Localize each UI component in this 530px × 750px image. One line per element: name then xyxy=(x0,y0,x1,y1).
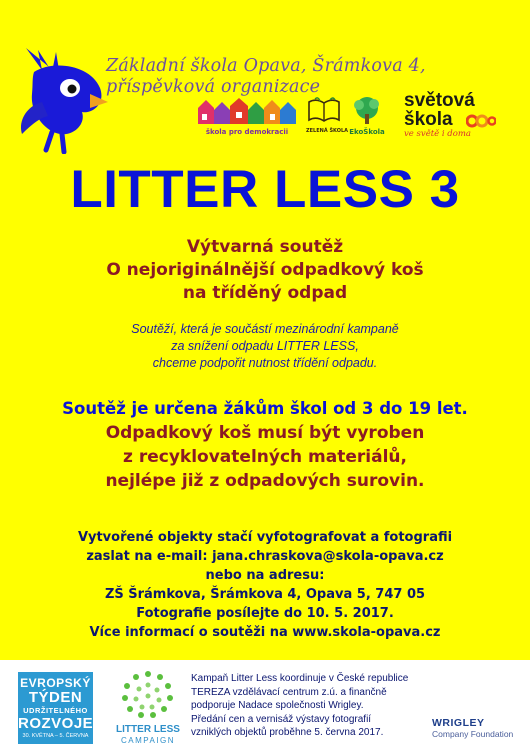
intro-line1: Soutěží, která je součástí mezinárodní kampaně xyxy=(131,322,399,336)
svetova-sub: ve světě i doma xyxy=(404,129,471,139)
footer-text xyxy=(191,672,431,740)
wrigley-name: WRIGLEY xyxy=(432,717,485,729)
school-name-line1: Základní škola Opava, Šrámkova 4, xyxy=(106,56,426,76)
bird-mascot-icon xyxy=(12,42,108,154)
logo-caption-zelena: ZELENÁ ŠKOLA xyxy=(306,128,348,134)
footer xyxy=(0,660,530,750)
footer-line4: Předání cen a vernisáž výstavy fotografií xyxy=(191,713,372,725)
competition-line3: na tříděný odpad xyxy=(182,283,348,303)
eu-line4: ROZVOJE xyxy=(18,715,94,732)
wrigley-logo xyxy=(432,717,528,739)
requirements-line1: Odpadkový koš musí být vyroben xyxy=(105,423,425,443)
intro-line3: chceme podpořit nutnost třídění odpadu. xyxy=(152,356,378,370)
footer-line3: podporuje Nadace společnosti Wrigley. xyxy=(191,700,364,711)
rings-icon xyxy=(466,112,496,130)
contact-info xyxy=(0,528,530,642)
competition-heading xyxy=(0,236,530,305)
competition-line2: O nejoriginálnější odpadkový koš xyxy=(106,260,424,280)
logo-zelena-skola xyxy=(306,96,348,134)
svetova-line2: škola xyxy=(404,109,453,130)
eu-line2: TÝDEN xyxy=(28,689,83,706)
intro-line2: za snížení odpadu LITTER LESS, xyxy=(171,339,359,353)
green-tree-icon xyxy=(345,96,389,124)
contact-line2[interactable]: zaslat na e-mail: jana.chraskova@skola-opava.cz xyxy=(86,549,444,564)
contact-line4: ZŠ Šrámkova, Šrámkova 4, Opava 5, 747 05 xyxy=(104,587,426,602)
requirements-line2: z recyklovatelných materiálů, xyxy=(123,447,407,467)
requirements-line3: nejlépe již z odpadových surovin. xyxy=(105,471,425,491)
wrigley-sub: Company Foundation xyxy=(432,729,514,739)
litter-less-name xyxy=(108,724,188,746)
litter-less-logo xyxy=(108,668,188,748)
logo-caption-demokracie: škola pro demokracii xyxy=(205,128,289,136)
contact-line5: Fotografie posílejte do 10. 5. 2017. xyxy=(136,606,394,621)
eu-line3: UDRŽITELNÉHO xyxy=(23,706,88,715)
eligibility-text: Soutěž je určena žákům škol od 3 do 19 let. xyxy=(62,399,468,418)
contact-line3: nebo na adresu: xyxy=(205,568,325,583)
svetova-line2-wrap xyxy=(404,110,504,129)
contact-line6[interactable]: Více informací o soutěži na www.skola-opava.cz xyxy=(89,625,441,640)
litter-less-campaign: CAMPAIGN xyxy=(120,736,176,745)
footer-line5: vzniklých objektů proběhne 5. června 2017. xyxy=(191,727,384,738)
main-title: LITTER LESS 3 xyxy=(70,160,460,219)
litter-less-title: LITTER LESS xyxy=(116,724,180,735)
logo-ekoskola xyxy=(345,96,389,136)
contact-line1: Vytvořené objekty stačí vyfotografovat a fotografii xyxy=(77,530,453,545)
footer-line1: Kampaň Litter Less koordinuje v České republice xyxy=(191,673,409,684)
competition-line1: Výtvarná soutěž xyxy=(186,237,344,257)
footer-line2: TEREZA vzdělávací centrum z.ú. a finančně xyxy=(191,686,387,698)
school-name-line2: příspěvková organizace xyxy=(106,77,321,97)
eu-line1: EVROPSKÝ xyxy=(20,676,91,690)
eu-date: 30. KVĚTNA – 5. ČERVNA xyxy=(22,733,89,739)
intro-text xyxy=(0,321,530,372)
logo-svetova-skola xyxy=(404,92,504,139)
logo-skola-pro-demokracii xyxy=(196,96,298,136)
colorful-houses-icon xyxy=(196,96,298,124)
svetova-line1: světová xyxy=(404,90,475,111)
eu-sustainable-week-logo xyxy=(18,672,93,744)
logo-caption-ekoskola: EkoŠkola xyxy=(349,128,385,136)
dot-circle-icon xyxy=(108,668,188,724)
requirements-text xyxy=(0,421,530,493)
open-book-icon xyxy=(306,96,342,124)
